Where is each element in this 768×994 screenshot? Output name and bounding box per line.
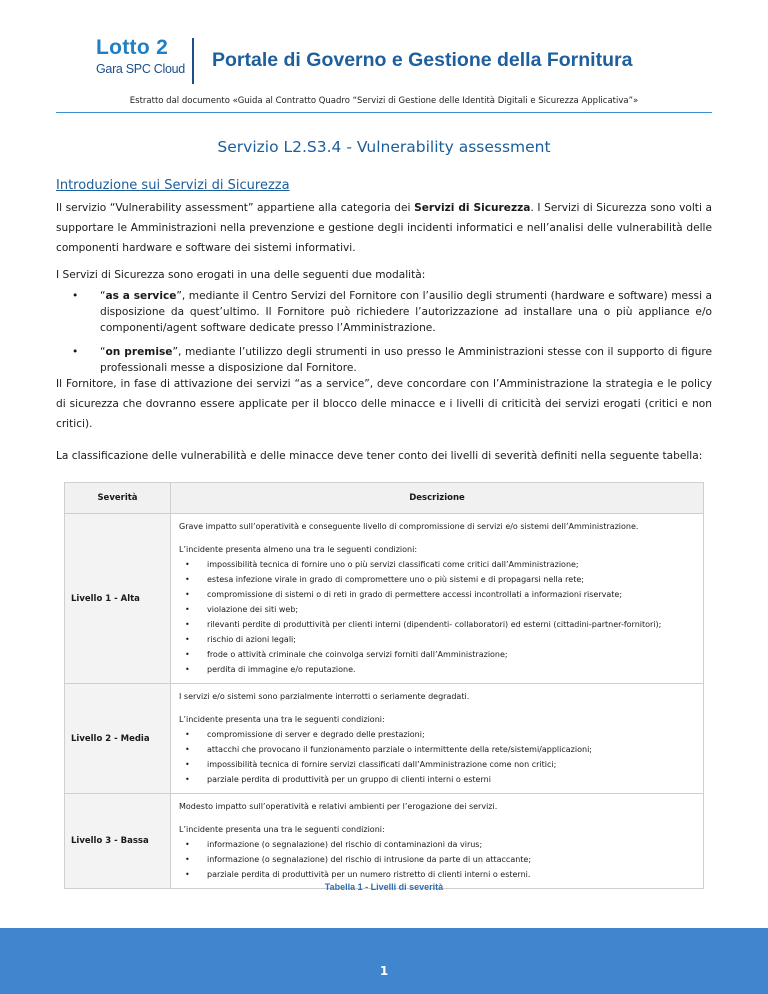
list-item: • compromissione di sistemi o di reti in grado di permettere accessi incontrollati a informazioni riservate; [179, 587, 695, 602]
severity-level: Livello 1 - Alta [65, 514, 171, 684]
column-header-description: Descrizione [171, 483, 704, 514]
list-item: • informazione (o segnalazione) del rischio di intrusione da parte di un attaccante; [179, 852, 695, 867]
column-header-severity: Severità [65, 483, 171, 514]
classification-paragraph: La classificazione delle vulnerabilità e delle minacce deve tener conto dei livelli di severità definiti nella seguente tabella: [56, 450, 703, 462]
list-item: • parziale perdita di produttività per un gruppo di clienti interni o esterni [179, 772, 695, 787]
table-caption: Tabella 1 - Livelli di severità [324, 882, 444, 892]
page-number: 1 [379, 964, 389, 978]
list-item: • rischio di azioni legali; [179, 632, 695, 647]
list-item: • impossibilità tecnica di fornire servizi classificati dall’Amministrazione come non critici; [179, 757, 695, 772]
severity-description: Grave impatto sull’operatività e conseguente livello di compromissione di servizi e/o sistemi dell’Amministrazione. L’incidente presenta almeno una tra le seguenti condizioni: • impossibilità tecnica di fornire uno o più servizi classificati come critici dall’Amministrazione; • estesa infezione virale in grado di compromettere uno o più sistemi e di propagarsi nella rete; • compromissione di sistemi o di reti in grado di permettere accessi incontrollati a informazioni riservate; • violazione dei siti web; • rilevanti perdite di produttività per clienti interni (dipendenti- collaboratori) ed esterni (cittadini-partner-fornitori); • rischio di azioni legali; • frode o attività criminale che coinvolga servizi forniti dall’Amministrazione; • perdita di immagine e/o reputazione. [171, 514, 704, 684]
service-title: Servizio L2.S3.4 - Vulnerability assessment [217, 138, 551, 156]
supplier-paragraph: Il Fornitore, in fase di attivazione dei servizi “as a service”, deve concordare con l’Amministrazione la strategia e le policy di sicurezza che dovranno essere applicate per il blocco delle minacce e i livelli di criticità dei servizi erogati (critici e non critici). [56, 378, 712, 430]
list-item: • perdita di immagine e/o reputazione. [179, 662, 695, 677]
footer-band [0, 928, 768, 994]
section-heading: Introduzione sui Servizi di Sicurezza [56, 178, 290, 193]
list-item: • attacchi che provocano il funzionamento parziale o intermittente della rete/sistemi/applicazioni; [179, 742, 695, 757]
table-row [65, 794, 704, 889]
table-row [65, 514, 704, 684]
table-row [65, 684, 704, 794]
intro-bold-term: Servizi di Sicurezza [414, 202, 531, 214]
logo [96, 36, 188, 76]
header-rule [56, 112, 712, 113]
severity-table [64, 482, 704, 889]
severity-level: Livello 3 - Bassa [65, 794, 171, 889]
logo-gara: Gara SPC Cloud [96, 62, 185, 76]
logo-lotto: Lotto 2 [96, 36, 169, 59]
list-item: • compromissione di server e degrado delle prestazioni; [179, 727, 695, 742]
list-item: • “on premise”, mediante l’utilizzo degli strumenti in uso presso le Amministrazioni stesse con il supporto di figure professionali messe a disposizione dal Fornitore. [72, 344, 712, 376]
severity-description: I servizi e/o sistemi sono parzialmente interrotti o seriamente degradati. L’incidente presenta una tra le seguenti condizioni: • compromissione di server e degrado delle prestazioni; • attacchi che provocano il funzionamento parziale o intermittente della rete/sistemi/applicazioni; • impossibilità tecnica di fornire servizi classificati dall’Amministrazione come non critici; • parziale perdita di produttività per un gruppo di clienti interni o esterni [171, 684, 704, 794]
intro-paragraph: Il servizio “Vulnerability assessment” appartiene alla categoria dei Servizi di Sicurezza. I Servizi di Sicurezza sono volti a supportare le Amministrazioni nella prevenzione e gestione degli incidenti informatici e nell’analisi delle vulnerabilità delle componenti hardware e software dei sistemi informativi. [56, 202, 712, 254]
portal-title: Portale di Governo e Gestione della Fornitura [212, 49, 633, 71]
logo-divider [192, 38, 194, 84]
list-item: • violazione dei siti web; [179, 602, 695, 617]
list-item: • rilevanti perdite di produttività per clienti interni (dipendenti- collaboratori) ed esterni (cittadini-partner-fornitori); [179, 617, 695, 632]
list-item: • “as a service”, mediante il Centro Servizi del Fornitore con l’ausilio degli strumenti (hardware e software) messi a disposizione da quest’ultimo. Il Fornitore può richiedere l’autorizzazione ad installare una o più appliance e/o componenti/agent software dedicate presso l’Amministrazione. [72, 288, 712, 336]
severity-level: Livello 2 - Media [65, 684, 171, 794]
severity-description: Modesto impatto sull’operatività e relativi ambienti per l’erogazione dei servizi. L’incidente presenta una tra le seguenti condizioni: • informazione (o segnalazione) del rischio di contaminazioni da virus; • informazione (o segnalazione) del rischio di intrusione da parte di un attaccante; • parziale perdita di produttività per un numero ristretto di clienti interni o esterni. [171, 794, 704, 889]
modes-list [72, 288, 712, 384]
list-item: • parziale perdita di produttività per un numero ristretto di clienti interni o esterni. [179, 867, 695, 882]
document-excerpt-note: Estratto dal documento «Guida al Contratto Quadro “Servizi di Gestione delle Identità Digitali e Sicurezza Applicativa”» [129, 96, 639, 106]
list-item: • frode o attività criminale che coinvolga servizi forniti dall’Amministrazione; [179, 647, 695, 662]
list-item: • informazione (o segnalazione) del rischio di contaminazioni da virus; [179, 837, 695, 852]
modes-intro: I Servizi di Sicurezza sono erogati in una delle seguenti due modalità: [56, 269, 426, 281]
list-item: • estesa infezione virale in grado di compromettere uno o più sistemi e di propagarsi nella rete; [179, 572, 695, 587]
list-item: • impossibilità tecnica di fornire uno o più servizi classificati come critici dall’Amministrazione; [179, 557, 695, 572]
